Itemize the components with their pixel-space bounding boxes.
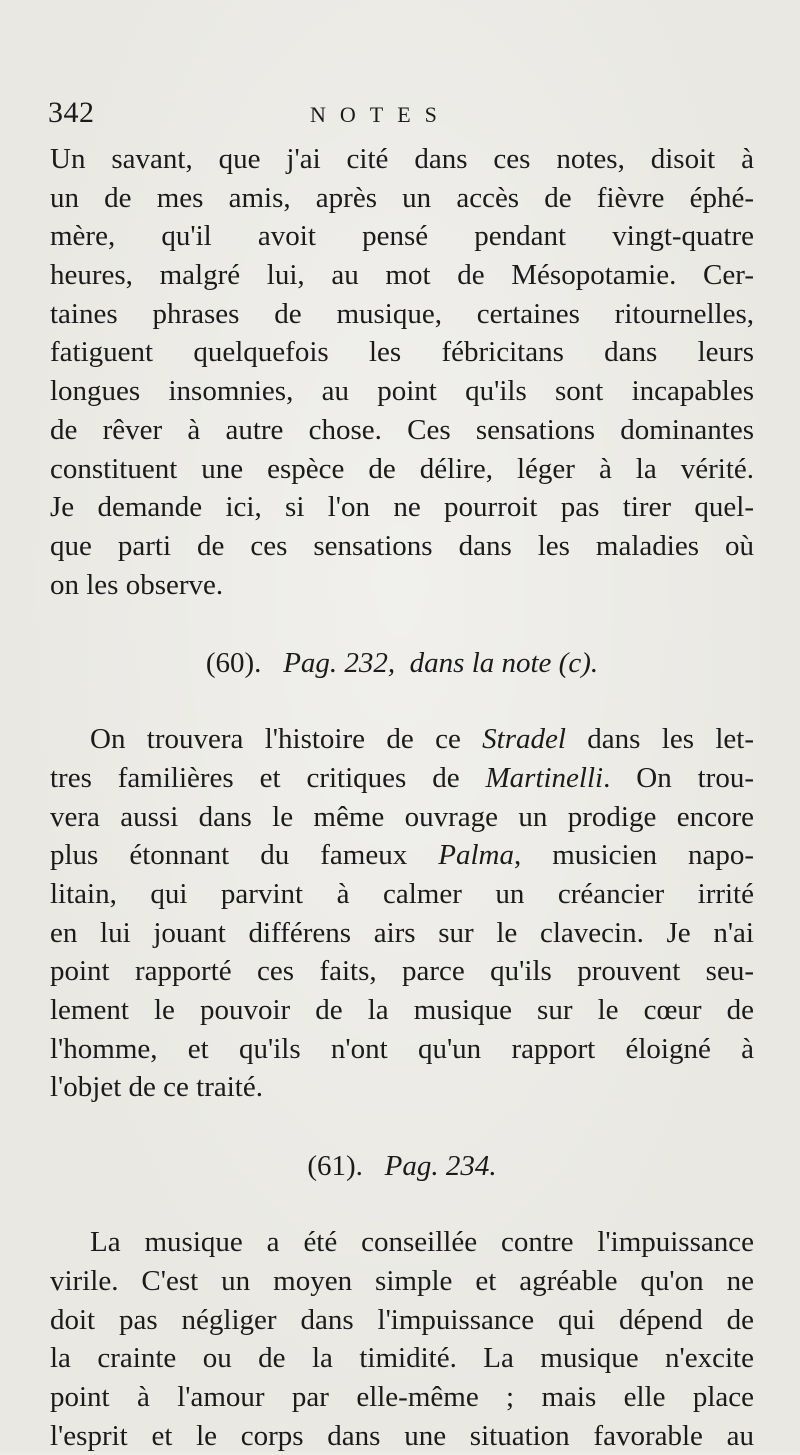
name-stradel: Stradel xyxy=(482,723,566,756)
name-martinelli: Martinelli xyxy=(485,761,604,794)
page-body xyxy=(50,140,754,1455)
paragraph-intro xyxy=(50,140,754,604)
text-line: Je demande ici, si l'on ne pourroit pas tirer quel- xyxy=(50,491,754,524)
note-heading-61 xyxy=(50,1127,754,1205)
text-line: Un savant, que j'ai cité dans ces notes, disoit à xyxy=(50,143,754,175)
text-line: point à l'amour par elle-même ; mais elle place xyxy=(50,1380,754,1413)
text-line: lement le pouvoir de la musique sur le cœur de xyxy=(50,994,754,1027)
text-line: fatiguent quelquefois les fébricitans dans leurs xyxy=(50,336,754,369)
note-ref-page: Pag. 232, xyxy=(283,647,396,680)
page-header xyxy=(48,96,748,136)
note-number: (60). xyxy=(205,647,262,680)
text-line: l'esprit et le corps dans une situation favorable au xyxy=(50,1419,754,1452)
page-number: 342 xyxy=(48,96,95,129)
text-line: point rapporté ces faits, parce qu'ils prouvent seu- xyxy=(50,955,754,988)
running-title: NOTES xyxy=(310,102,451,127)
text-line: taines phrases de musique, certaines ritournelles, xyxy=(50,297,754,330)
text-line: plus étonnant du fameux Palma, musicien napo- xyxy=(50,839,754,872)
text-line: litain, qui parvint à calmer un créancier irrité xyxy=(50,878,754,910)
note-number: (61). xyxy=(307,1150,363,1183)
text-line: mère, qu'il avoit pensé pendant vingt-quatre xyxy=(50,220,754,253)
note-ref-page: Pag. 234. xyxy=(384,1150,497,1183)
text-line: que parti de ces sensations dans les maladies où xyxy=(50,529,754,562)
text-line: constituent une espèce de délire, léger à la vérité. xyxy=(50,452,754,485)
note-61-text xyxy=(50,1223,754,1455)
text-line: l'objet de ce traité. xyxy=(50,1071,263,1104)
text-line: La musique a été conseillée contre l'impuissance xyxy=(90,1226,754,1259)
text-line: virile. C'est un moyen simple et agréable qu'on ne xyxy=(50,1264,754,1297)
text-line: un de mes amis, après un accès de fièvre éphé- xyxy=(50,181,754,214)
text-line: la crainte ou de la timidité. La musique n'excite xyxy=(50,1342,754,1375)
text-line: de rêver à autre chose. Ces sensations dominantes xyxy=(50,413,754,446)
note-ref-location: dans la note (c). xyxy=(409,647,599,680)
text-line: On trouvera l'histoire de ce Stradel dans les let- xyxy=(90,723,754,756)
text-line: on les observe. xyxy=(50,568,224,601)
note-heading-60 xyxy=(50,624,754,702)
text-line: heures, malgré lui, au mot de Mésopotamie. Cer- xyxy=(50,259,754,292)
text-line: doit pas négliger dans l'impuissance qui dépend de xyxy=(50,1303,754,1336)
text-line: tres familières et critiques de Martinelli. On trou- xyxy=(50,761,754,794)
text-line: l'homme, et qu'ils n'ont qu'un rapport éloigné à xyxy=(50,1032,754,1065)
text-line: vera aussi dans le même ouvrage un prodige encore xyxy=(50,800,754,833)
text-line: en lui jouant différens airs sur le clavecin. Je n'ai xyxy=(50,916,754,949)
text-line: longues insomnies, au point qu'ils sont incapables xyxy=(50,375,754,408)
name-palma: Palma xyxy=(438,839,514,872)
note-60-text xyxy=(50,720,754,1107)
